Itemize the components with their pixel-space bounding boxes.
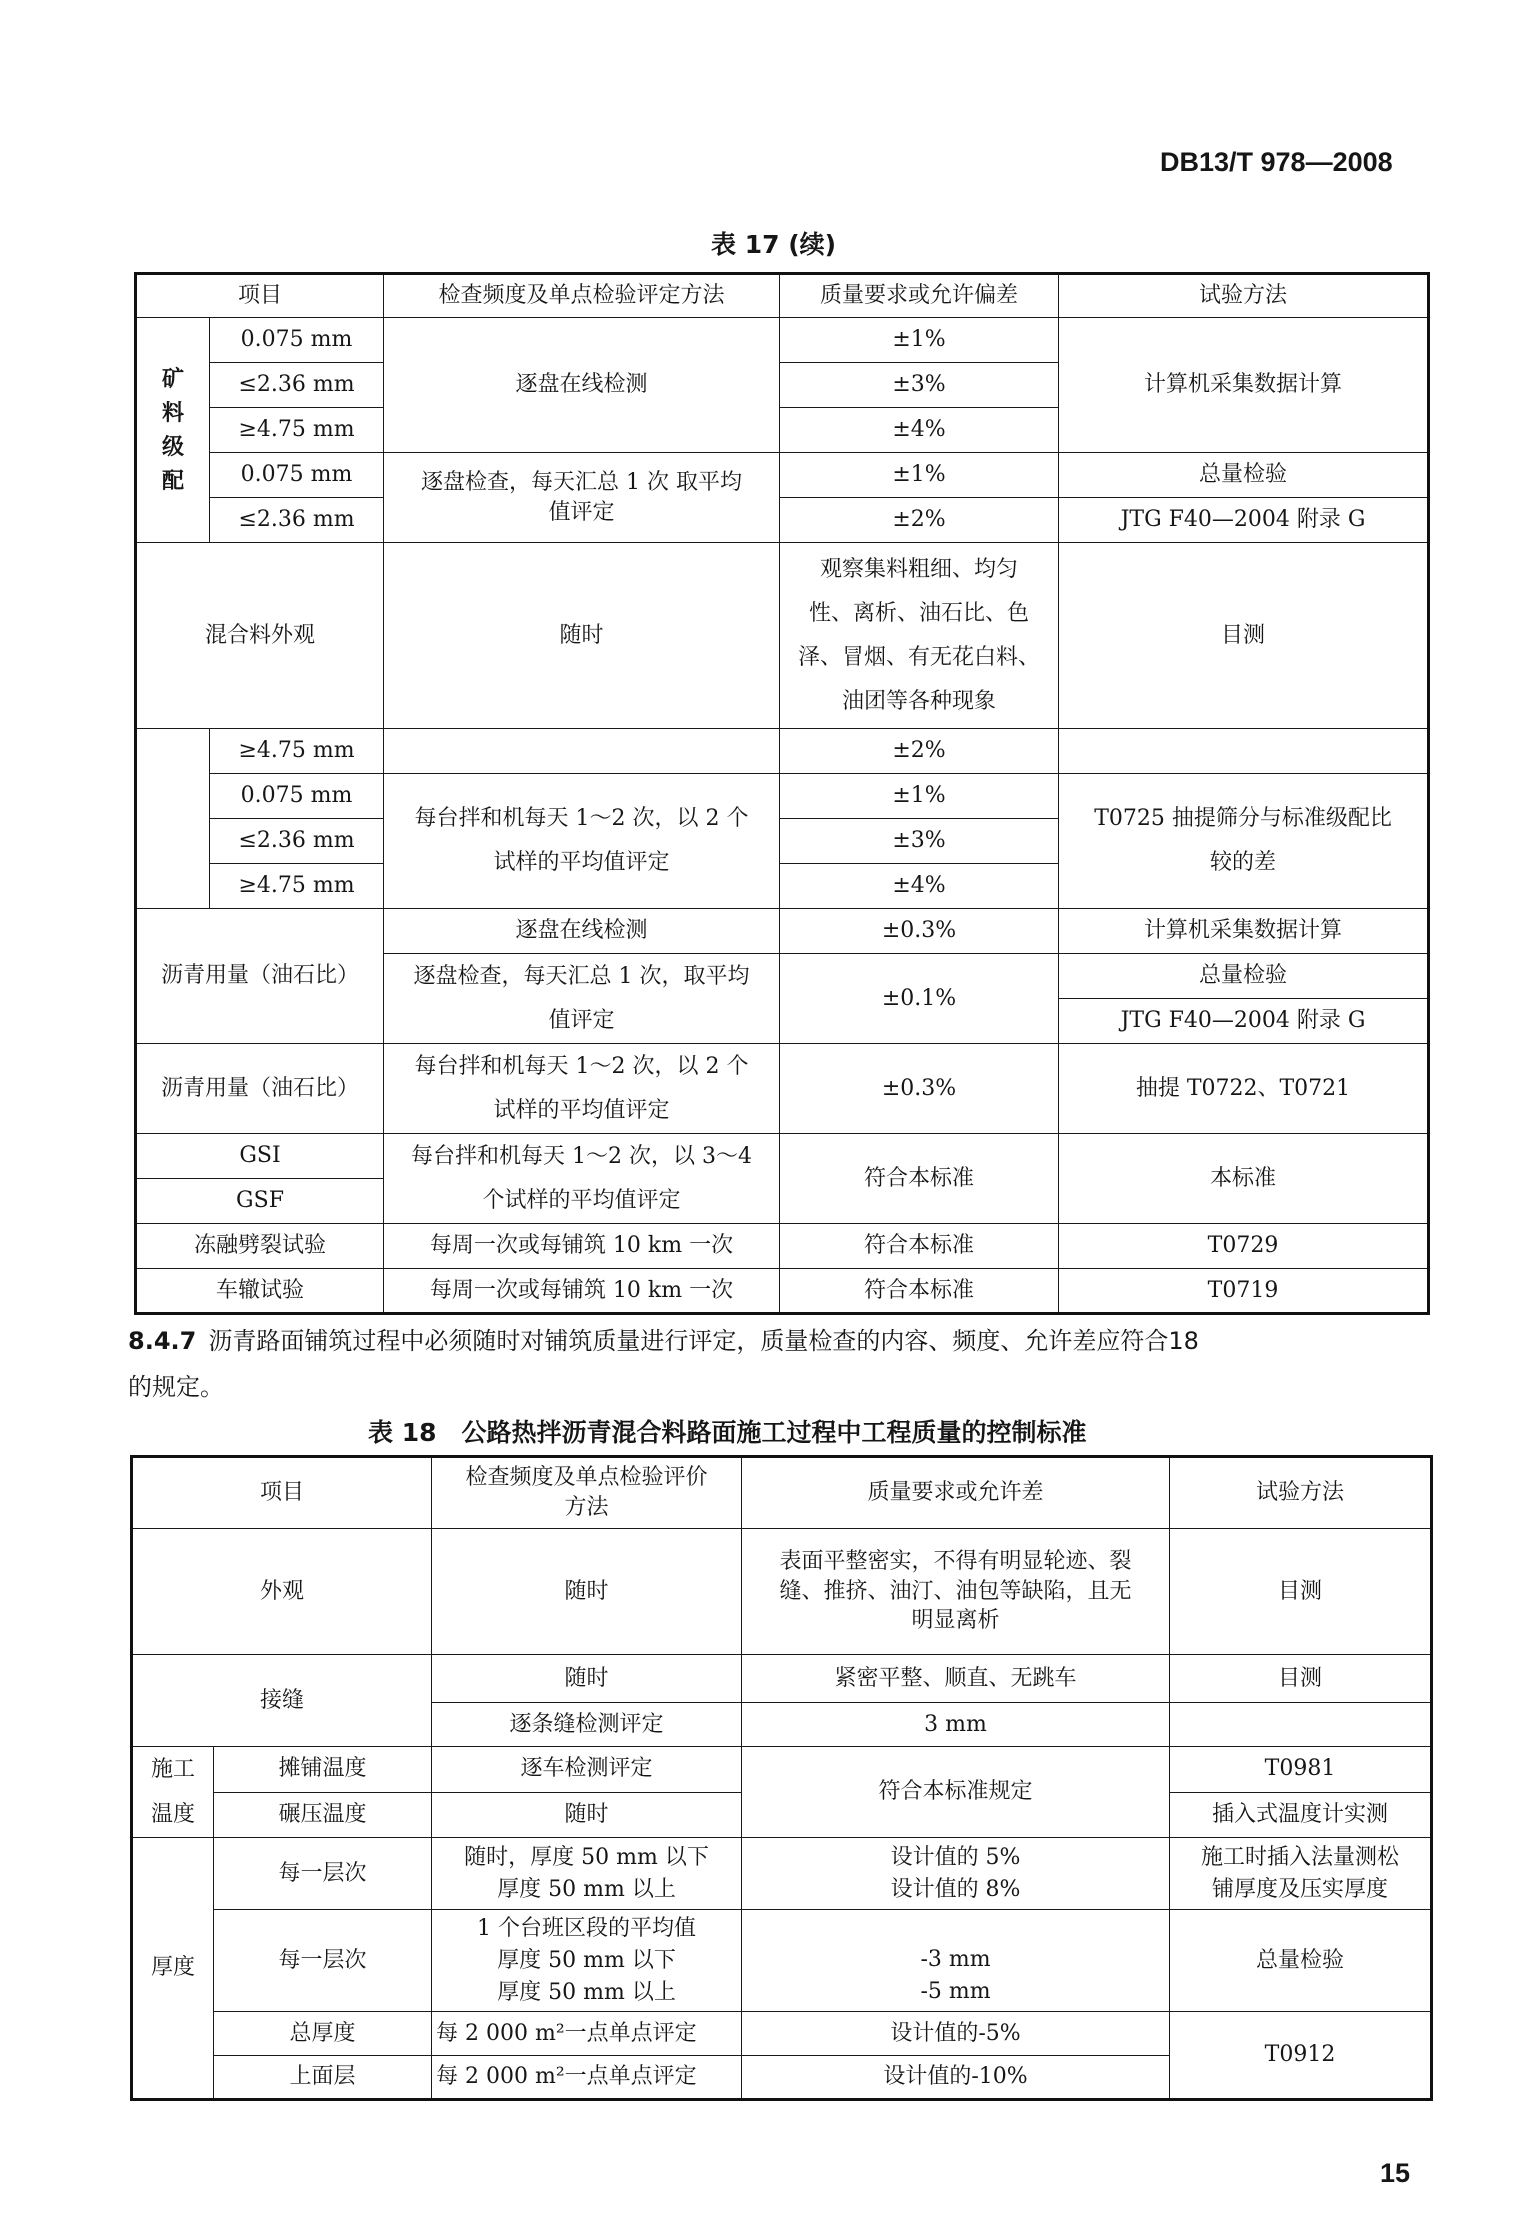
group-label-gradation: 矿料级配 (136, 318, 210, 543)
method-cell: 计算机采集数据计算 (1059, 318, 1429, 453)
table-row (132, 1457, 1432, 1529)
method-cell: 总量检验 (1059, 453, 1429, 498)
frequency-cell: 逐盘在线检测 (384, 909, 780, 954)
frequency-cell: 每 2 000 m²一点单点评定 (432, 2056, 742, 2100)
table-row (136, 318, 1429, 363)
item-cell: 碾压温度 (214, 1792, 432, 1838)
table-row (132, 1747, 1432, 1793)
table-row (132, 2012, 1432, 2056)
table-row (132, 1910, 1432, 2012)
frequency-cell: 1 个台班区段的平均值 厚度 50 mm 以下 厚度 50 mm 以上 (432, 1910, 742, 2012)
clause-number: 8.4.7 (128, 1327, 197, 1355)
item-cell: GSI (136, 1134, 384, 1179)
frequency-cell: 每周一次或每铺筑 10 km 一次 (384, 1269, 780, 1314)
method-cell: T0719 (1059, 1269, 1429, 1314)
table-row (136, 498, 1429, 543)
tolerance-cell: ±1% (780, 774, 1059, 819)
tolerance-cell: ±4% (780, 408, 1059, 453)
method-cell: 总量检验 (1170, 1910, 1432, 2012)
requirement-cell: 紧密平整、顺直、无跳车 (742, 1655, 1170, 1703)
method-cell: 施工时插入法量测松 铺厚度及压实厚度 (1170, 1838, 1432, 1910)
sieve-cell: 0.075 mm (210, 774, 384, 819)
requirement-cell: 符合本标准 (780, 1269, 1059, 1314)
paragraph-8-4-7 (128, 1318, 1433, 1410)
tolerance-cell: ±0.1% (780, 954, 1059, 1044)
item-cell: 沥青用量（油石比） (136, 909, 384, 1044)
table-row (136, 543, 1429, 729)
tolerance-cell: ±3% (780, 819, 1059, 864)
header-method: 试验方法 (1059, 274, 1429, 318)
requirement-cell: 符合本标准规定 (742, 1747, 1170, 1838)
table-18 (130, 1455, 1433, 2101)
frequency-cell (384, 729, 780, 774)
header-requirement: 质量要求或允许差 (742, 1457, 1170, 1529)
sieve-cell: ≥4.75 mm (210, 408, 384, 453)
item-cell: 摊铺温度 (214, 1747, 432, 1793)
frequency-cell: 每台拌和机每天 1～2 次，以 3～4 个试样的平均值评定 (384, 1134, 780, 1224)
sieve-cell: ≤2.36 mm (210, 363, 384, 408)
frequency-cell: 随时 (432, 1655, 742, 1703)
sieve-cell: 0.075 mm (210, 453, 384, 498)
tolerance-cell: ±0.3% (780, 909, 1059, 954)
item-cell: 冻融劈裂试验 (136, 1224, 384, 1269)
requirement-cell: 表面平整密实，不得有明显轮迹、裂 缝、推挤、油汀、油包等缺陷，且无 明显离析 (742, 1529, 1170, 1655)
method-cell: 插入式温度计实测 (1170, 1792, 1432, 1838)
table-row (136, 1044, 1429, 1134)
requirement-cell: 设计值的-10% (742, 2056, 1170, 2100)
requirement-cell: -3 mm -5 mm (742, 1910, 1170, 2012)
sieve-cell: ≤2.36 mm (210, 498, 384, 543)
frequency-cell: 随时，厚度 50 mm 以下 厚度 50 mm 以上 (432, 1838, 742, 1910)
table-row (132, 1529, 1432, 1655)
sieve-cell: ≤2.36 mm (210, 819, 384, 864)
frequency-cell: 随时 (432, 1792, 742, 1838)
table-row (136, 1224, 1429, 1269)
sieve-cell: ≥4.75 mm (210, 729, 384, 774)
method-cell: JTG F40—2004 附录 G (1059, 498, 1429, 543)
method-cell: 抽提 T0722、T0721 (1059, 1044, 1429, 1134)
document-code: DB13/T 978—2008 (1160, 147, 1393, 177)
method-cell: 本标准 (1059, 1134, 1429, 1224)
tolerance-cell: ±3% (780, 363, 1059, 408)
frequency-cell: 每 2 000 m²一点单点评定 (432, 2012, 742, 2056)
clause-text-end: 的规定。 (128, 1373, 224, 1401)
requirement-cell: 观察集料粗细、均匀 性、离析、油石比、色 泽、冒烟、有无花白料、 油团等各种现象 (780, 543, 1059, 729)
header-frequency: 检查频度及单点检验评定方法 (384, 274, 780, 318)
frequency-cell: 每台拌和机每天 1～2 次，以 2 个 试样的平均值评定 (384, 1044, 780, 1134)
frequency-cell: 每台拌和机每天 1～2 次，以 2 个 试样的平均值评定 (384, 774, 780, 909)
tolerance-cell: ±2% (780, 729, 1059, 774)
tolerance-cell: ±1% (780, 318, 1059, 363)
item-cell: 混合料外观 (136, 543, 384, 729)
sieve-cell: ≥4.75 mm (210, 864, 384, 909)
frequency-cell: 每周一次或每铺筑 10 km 一次 (384, 1224, 780, 1269)
item-cell: 每一层次 (214, 1910, 432, 2012)
item-cell: 总厚度 (214, 2012, 432, 2056)
table-row (136, 1269, 1429, 1314)
method-cell: T0981 (1170, 1747, 1432, 1793)
frequency-cell: 逐盘检查，每天汇总 1 次 取平均 值评定 (384, 453, 780, 543)
header-item: 项目 (136, 274, 384, 318)
tolerance-cell: ±0.3% (780, 1044, 1059, 1134)
tolerance-cell: ±1% (780, 453, 1059, 498)
item-cell: 车辙试验 (136, 1269, 384, 1314)
method-cell: JTG F40—2004 附录 G (1059, 999, 1429, 1044)
table-17-caption: 表 17 (续) (711, 230, 837, 259)
method-cell (1059, 729, 1429, 774)
requirement-cell: 设计值的-5% (742, 2012, 1170, 2056)
frequency-cell: 逐盘在线检测 (384, 318, 780, 453)
frequency-cell: 逐条缝检测评定 (432, 1703, 742, 1747)
clause-text: 沥青路面铺筑过程中必须随时对铺筑质量进行评定，质量检查的内容、频度、允许差应符合18 (208, 1327, 1199, 1355)
group-label-thickness: 厚度 (132, 1838, 214, 2100)
item-cell: 上面层 (214, 2056, 432, 2100)
method-cell: 目测 (1170, 1529, 1432, 1655)
table-row (136, 729, 1429, 774)
header-method: 试验方法 (1170, 1457, 1432, 1529)
table-row (136, 909, 1429, 954)
method-cell: 计算机采集数据计算 (1059, 909, 1429, 954)
table-17 (134, 272, 1430, 1315)
table-row (136, 453, 1429, 498)
item-cell: GSF (136, 1179, 384, 1224)
method-cell: 总量检验 (1059, 954, 1429, 999)
method-cell: 目测 (1059, 543, 1429, 729)
item-cell: 外观 (132, 1529, 432, 1655)
method-cell: T0729 (1059, 1224, 1429, 1269)
page-number: 15 (1380, 2158, 1411, 2188)
method-cell: T0725 抽提筛分与标准级配比 较的差 (1059, 774, 1429, 909)
item-cell: 每一层次 (214, 1838, 432, 1910)
method-cell (1170, 1703, 1432, 1747)
item-cell: 沥青用量（油石比） (136, 1044, 384, 1134)
requirement-cell: 符合本标准 (780, 1134, 1059, 1224)
sieve-cell: 0.075 mm (210, 318, 384, 363)
requirement-cell: 符合本标准 (780, 1224, 1059, 1269)
table-row (132, 1838, 1432, 1910)
table-row (136, 1134, 1429, 1179)
item-cell: 接缝 (132, 1655, 432, 1747)
requirement-cell: 3 mm (742, 1703, 1170, 1747)
frequency-cell: 逐盘检查，每天汇总 1 次，取平均 值评定 (384, 954, 780, 1044)
header-item: 项目 (132, 1457, 432, 1529)
method-cell: T0912 (1170, 2012, 1432, 2100)
table-18-caption: 表 18 公路热拌沥青混合料路面施工过程中工程质量的控制标准 (368, 1418, 1087, 1447)
frequency-cell: 随时 (384, 543, 780, 729)
tolerance-cell: ±4% (780, 864, 1059, 909)
frequency-cell: 随时 (432, 1529, 742, 1655)
header-frequency: 检查频度及单点检验评价 方法 (432, 1457, 742, 1529)
group-label-empty (136, 729, 210, 909)
requirement-cell: 设计值的 5% 设计值的 8% (742, 1838, 1170, 1910)
frequency-cell: 逐车检测评定 (432, 1747, 742, 1793)
table-row (136, 774, 1429, 819)
table-row (132, 1655, 1432, 1703)
tolerance-cell: ±2% (780, 498, 1059, 543)
group-label-temperature: 施工 温度 (132, 1747, 214, 1838)
table-row (136, 274, 1429, 318)
header-requirement: 质量要求或允许偏差 (780, 274, 1059, 318)
method-cell: 目测 (1170, 1655, 1432, 1703)
